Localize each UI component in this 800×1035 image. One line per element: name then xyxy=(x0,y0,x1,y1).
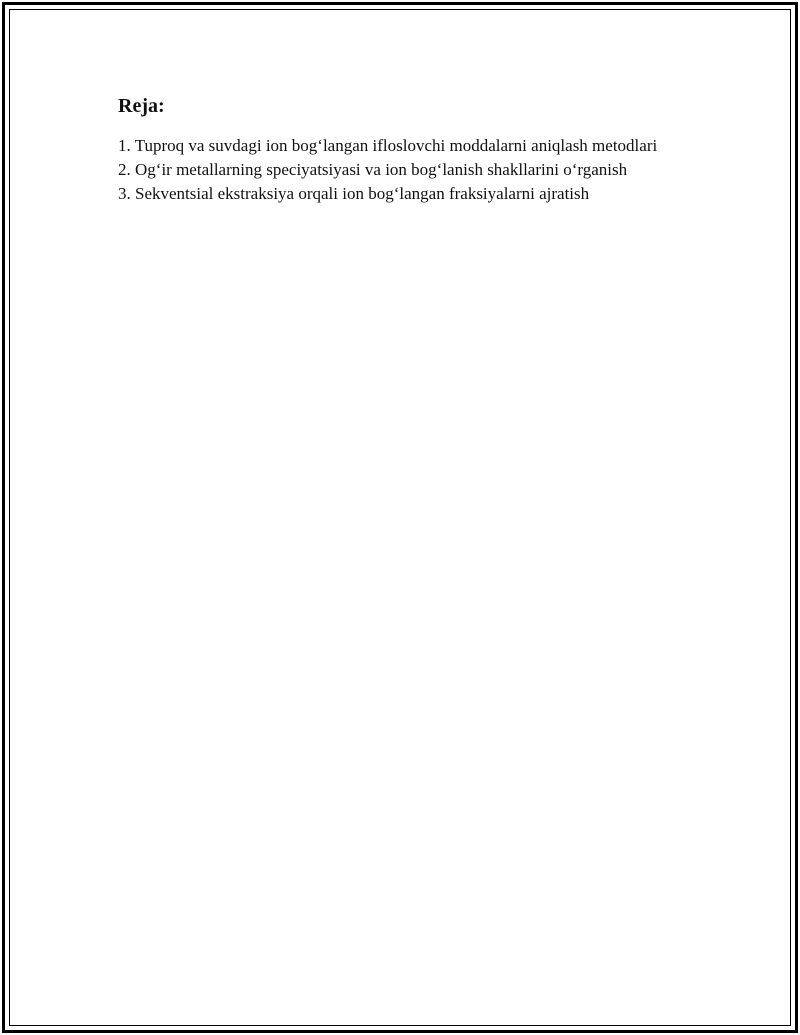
plan-item-2: 2. Og‘ir metallarning speciyatsiyasi va ion bog‘lanish shakllarini o‘rganish xyxy=(118,160,628,179)
plan-list xyxy=(118,134,688,206)
plan-item-1: 1. Tuproq va suvdagi ion bog‘langan ifloslovchi moddalarni aniqlash metodlari xyxy=(118,136,658,155)
plan-item-3: 3. Sekventsial ekstraksiya orqali ion bog‘langan fraksiyalarni ajratish xyxy=(118,184,590,203)
document-content xyxy=(118,92,688,206)
plan-heading: Reja: xyxy=(118,95,165,117)
